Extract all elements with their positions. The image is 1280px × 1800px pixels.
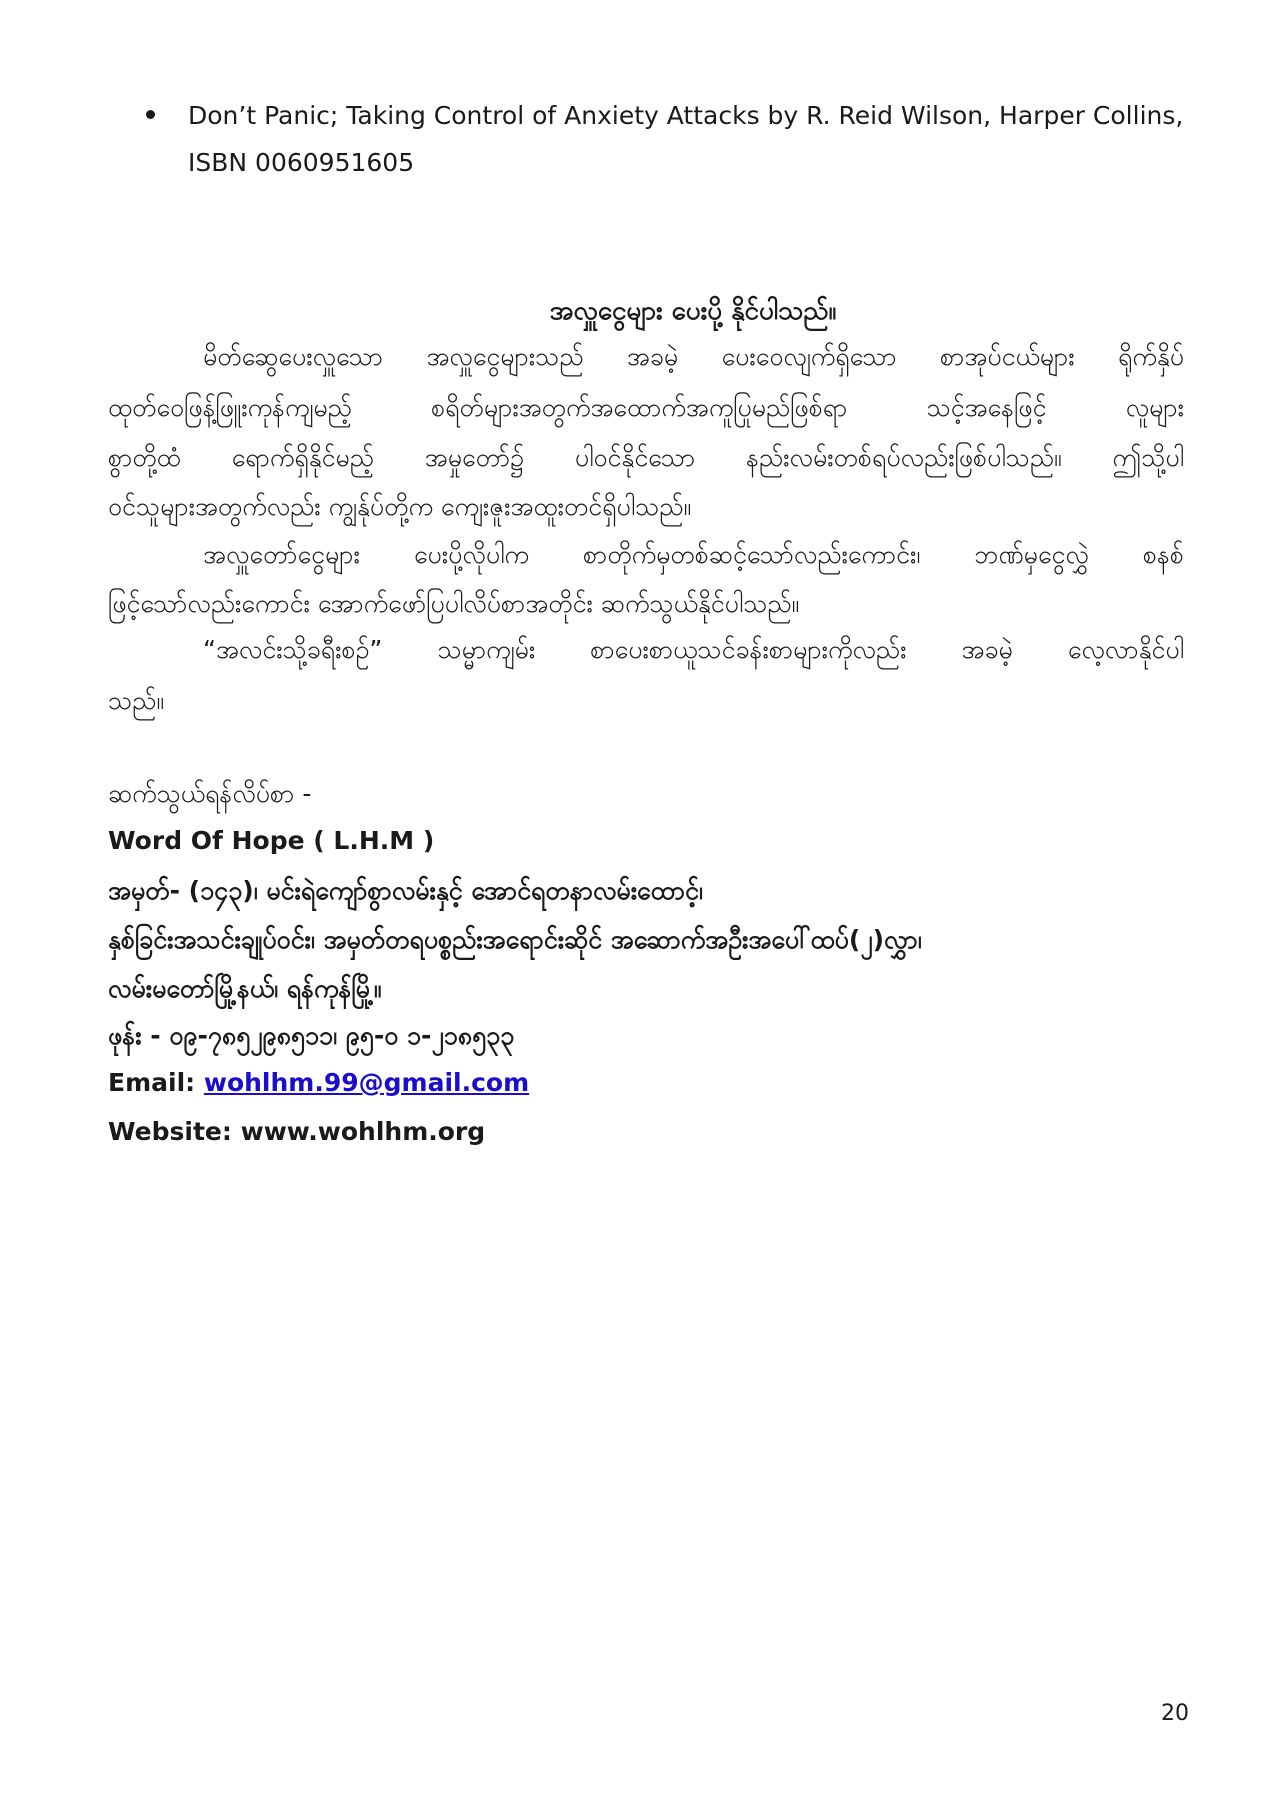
- paragraph-1-line: ထုတ်ဝေဖြန့်ဖြူးကုန်ကျမည့် စရိတ်များအတွက်အထောက်အကူပြုမည်ဖြစ်ရာ သင့်အနေဖြင့် လူများ: [108, 393, 1184, 422]
- email-label: Email:: [108, 1068, 196, 1097]
- contact-label: ဆက်သွယ်ရန်လိပ်စာ -: [108, 779, 312, 808]
- paragraph-1-line: မိတ်ဆွေပေးလှူသော အလှူငွေများသည် အခမဲ့ ပေးဝေလျက်ရှိသော စာအုပ်ငယ်များ ရိုက်နှိပ်: [203, 342, 1184, 371]
- organization-name: Word Of Hope ( L.H.M ): [108, 826, 435, 855]
- email-link[interactable]: wohlhm.99@gmail.com: [203, 1068, 530, 1097]
- bullet-marker: [146, 110, 155, 119]
- paragraph-3-line: “အလင်းသို့ခရီးစဉ်” သမ္မာကျမ်း စာပေးစာယူသင်ခန်းစာများကိုလည်း အခမဲ့ လေ့လာနိုင်ပါ: [203, 635, 1184, 664]
- email-line: [108, 1058, 1184, 1108]
- paragraph-3-line: သည်။: [108, 686, 164, 715]
- phone-line: ဖုန်း - ၀၉-၇၈၅၂၉၈၅၁၁၊ ၉၅-၀ ၁-၂၁၈၅၃၃: [108, 1021, 515, 1050]
- page-number: 20: [1161, 1701, 1189, 1726]
- address-line-1: အမှတ်- (၁၄၃)၊ မင်းရဲကျော်စွာလမ်းနှင့် အောင်ရတနာလမ်းထောင့်၊: [108, 876, 703, 905]
- paragraph-2-line: အလှူတော်ငွေများ ပေးပို့လိုပါက စာတိုက်မှတစ်ဆင့်သော်လည်းကောင်း၊ ဘဏ်မှငွေလွှဲ စနစ်: [203, 540, 1184, 569]
- bullet-text-line-2: ISBN 0060951605: [188, 148, 415, 177]
- paragraph-1-line: စွာတို့ထံ ရောက်ရှိနိုင်မည့် အမှုတော်၌ ပါဝင်နိုင်သော နည်းလမ်းတစ်ရပ်လည်းဖြစ်ပါသည်။ ဤသို့ပါ: [108, 443, 1184, 472]
- paragraph-1-line: ဝင်သူများအတွက်လည်း ကျွန်ုပ်တို့က ကျေးဇူးအထူးတင်ရှိပါသည်။: [108, 492, 692, 521]
- section-heading: အလှူငွေများ ပေးပို့ နိုင်ပါသည်။: [549, 296, 837, 326]
- website-line: Website: www.wohlhm.org: [108, 1117, 486, 1146]
- paragraph-2-line: ဖြင့်သော်လည်းကောင်း အောက်ဖော်ပြပါလိပ်စာအတိုင်း ဆက်သွယ်နိုင်ပါသည်။: [108, 589, 800, 618]
- bullet-text-line-1: Don’t Panic; Taking Control of Anxiety Attacks by R. Reid Wilson, Harper Collins,: [188, 101, 1184, 130]
- address-line-2: နှစ်ခြင်းအသင်းချုပ်ဝင်း၊ အမှတ်တရပစ္စည်းအရောင်းဆိုင် အဆောက်အဦးအပေါ်ထပ်(၂)လွှာ၊: [108, 925, 922, 954]
- address-line-3: လမ်းမတော်မြို့နယ်၊ ရန်ကုန်မြို့။: [108, 974, 382, 1003]
